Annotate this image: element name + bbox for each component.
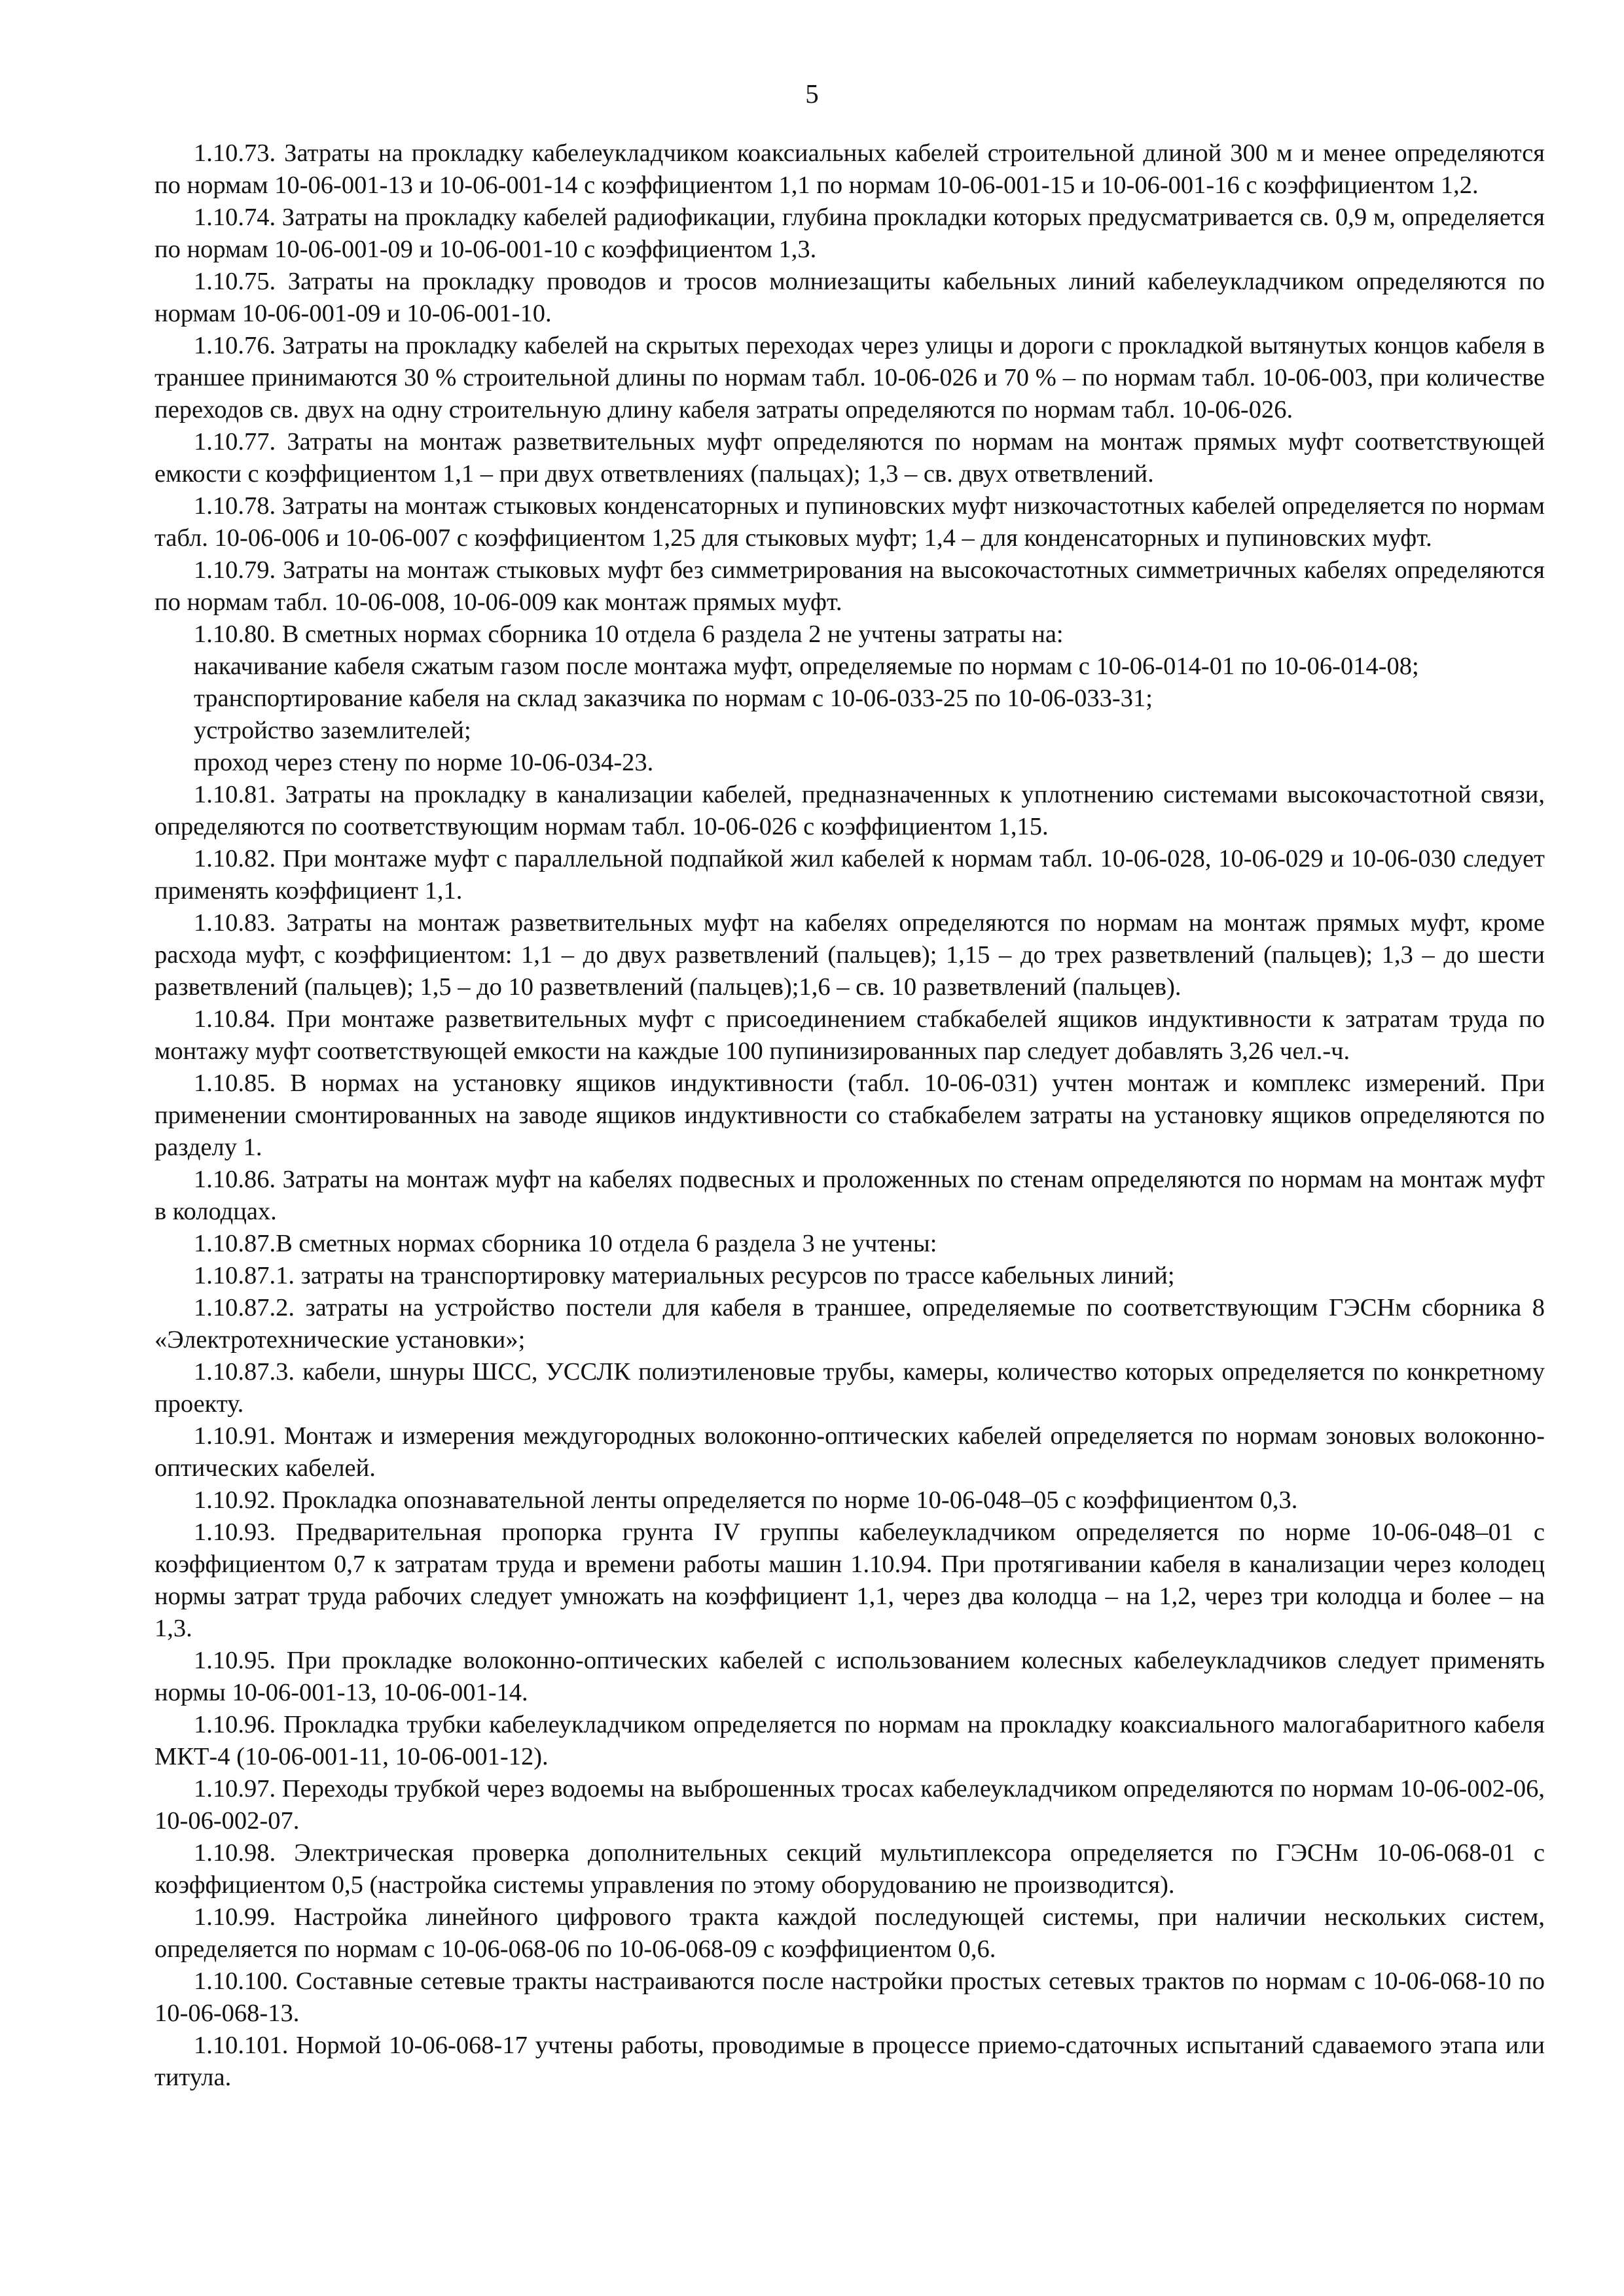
paragraph-1-10-86: 1.10.86. Затраты на монтаж муфт на кабелях подвесных и проложенных по стенам определяются по нормам на монтаж муфт в колодцах. [154, 1166, 1545, 1225]
paragraph-1-10-99: 1.10.99. Настройка линейного цифрового тракта каждой последующей системы, при наличии нескольких систем, определяется по нормам с 10-06-068-06 по 10-06-068-09 с коэффициентом 0,6. [154, 1903, 1545, 1963]
paragraph-1-10-97: 1.10.97. Переходы трубкой через водоемы на выброшенных тросах кабелеукладчиком определяются по нормам 10-06-002-06, 10-06-002-07. [154, 1775, 1545, 1835]
paragraph-1-10-77: 1.10.77. Затраты на монтаж разветвительных муфт определяются по нормам на монтаж прямых муфт соответствующей емкости с коэффициентом 1,1 – при двух ответвлениях (пальцах); 1,3 – св. двух ответвлений. [154, 428, 1545, 488]
paragraph-1-10-98: 1.10.98. Электрическая проверка дополнительных секций мультиплексора определяется по ГЭСНм 10-06-068-01 с коэффициентом 0,5 (настройка системы управления по этому оборудованию не производится). [154, 1839, 1545, 1899]
paragraph-1-10-75: 1.10.75. Затраты на прокладку проводов и тросов молниезащиты кабельных линий кабелеукладчиком определяются по нормам 10-06-001-09 и 10-06-001-10. [154, 268, 1545, 327]
list-item-cable-transport: транспортирование кабеля на склад заказчика по нормам с 10-06-033-25 по 10-06-033-31; [194, 685, 1153, 712]
paragraph-1-10-81: 1.10.81. Затраты на прокладку в канализации кабелей, предназначенных к уплотнению системами высокочастотной связи, определяются по соответствующим нормам табл. 10-06-026 с коэффициентом 1,15. [154, 781, 1545, 840]
paragraph-1-10-96: 1.10.96. Прокладка трубки кабелеукладчиком определяется по нормам на прокладку коаксиального малогабаритного кабеля МКТ-4 (10-06-001-11, 10-06-001-12). [154, 1711, 1545, 1770]
paragraph-1-10-95: 1.10.95. При прокладке волоконно-оптических кабелей с использованием колесных кабелеукладчиков следует применять нормы 10-06-001-13, 10-06-001-14. [154, 1647, 1545, 1706]
paragraph-1-10-100: 1.10.100. Составные сетевые тракты настраиваются после настройки простых сетевых трактов по нормам с 10-06-068-10 по 10-06-068-13. [154, 1967, 1545, 2027]
list-item-gas-pumping: накачивание кабеля сжатым газом после монтажа муфт, определяемые по нормам с 10-06-014-01 по 10-06-014-08; [194, 653, 1419, 680]
paragraph-1-10-73: 1.10.73. Затраты на прокладку кабелеукладчиком коаксиальных кабелей строительной длиной 300 м и менее определяются по нормам 10-06-001-13 и 10-06-001-14 с коэффициентом 1,1 по нормам 10-06-001-15 и 10-06-001-16 с коэффициентом 1,2. [154, 139, 1545, 199]
list-item-grounding: устройство заземлителей; [194, 717, 471, 744]
paragraph-1-10-92: 1.10.92. Прокладка опознавательной ленты определяется по норме 10-06-048–05 с коэффициентом 0,3. [194, 1486, 1298, 1514]
paragraph-1-10-82: 1.10.82. При монтаже муфт с параллельной подпайкой жил кабелей к нормам табл. 10-06-028, 10-06-029 и 10-06-030 следует применять коэффициент 1,1. [154, 845, 1545, 905]
paragraph-1-10-83: 1.10.83. Затраты на монтаж разветвительных муфт на кабелях определяются по нормам на монтаж прямых муфт, кроме расхода муфт, с коэффициентом: 1,1 – до двух разветвлений (пальцев); 1,15 – до трех разветвлений (пальцев); 1,3 – до шести разветвлений (пальцев); 1,5 – до 10 разветвлений (пальцев);1,6 – св. 10 разветвлений (пальцев). [154, 909, 1545, 1001]
paragraph-1-10-87-3: 1.10.87.3. кабели, шнуры ШСС, УССЛК полиэтиленовые трубы, камеры, количество которых определяется по конкретному проекту. [154, 1358, 1545, 1418]
paragraph-1-10-84: 1.10.84. При монтаже разветвительных муфт с присоединением стабкабелей ящиков индуктивности к затратам труда по монтажу муфт соответствующей емкости на каждые 100 пупинизированных пар следует добавлять 3,26 чел.-ч. [154, 1005, 1545, 1065]
list-item-wall-passage: проход через стену по норме 10-06-034-23. [194, 749, 654, 776]
paragraph-1-10-87: 1.10.87.В сметных нормах сборника 10 отдела 6 раздела 3 не учтены: [194, 1230, 937, 1257]
paragraph-1-10-87-2: 1.10.87.2. затраты на устройство постели для кабеля в траншее, определяемые по соответствующим ГЭСНм сборника 8 «Электротехнические установки»; [154, 1294, 1545, 1354]
paragraph-1-10-87-1: 1.10.87.1. затраты на транспортировку материальных ресурсов по трассе кабельных линий; [194, 1262, 1175, 1289]
paragraph-1-10-79: 1.10.79. Затраты на монтаж стыковых муфт без симметрирования на высокочастотных симметричных кабелях определяются по нормам табл. 10-06-008, 10-06-009 как монтаж прямых муфт. [154, 556, 1545, 616]
paragraph-1-10-76: 1.10.76. Затраты на прокладку кабелей на скрытых переходах через улицы и дороги с прокладкой вытянутых концов кабеля в траншее принимаются 30 % строительной длины по нормам табл. 10-06-026 и 70 % – по нормам табл. 10-06-003, при количестве переходов св. двух на одну строительную длину кабеля затраты определяются по нормам табл. 10-06-026. [154, 332, 1545, 423]
paragraph-1-10-80: 1.10.80. В сметных нормах сборника 10 отдела 6 раздела 2 не учтены затраты на: [194, 620, 1064, 648]
paragraph-1-10-85: 1.10.85. В нормах на установку ящиков индуктивности (табл. 10-06-031) учтен монтаж и комплекс измерений. При применении смонтированных на заводе ящиков индуктивности со стабкабелем затраты на установку ящиков определяются по разделу 1. [154, 1069, 1545, 1161]
document-body [154, 137, 1545, 2094]
paragraph-1-10-91: 1.10.91. Монтаж и измерения междугородных волоконно-оптических кабелей определяется по нормам зоновых волоконно-оптических кабелей. [154, 1422, 1545, 1482]
paragraph-1-10-101: 1.10.101. Нормой 10-06-068-17 учтены работы, проводимые в процессе приемо-сдаточных испытаний сдаваемого этапа или титула. [154, 2032, 1545, 2091]
paragraph-1-10-78: 1.10.78. Затраты на монтаж стыковых конденсаторных и пупиновских муфт низкочастотных кабелей определяется по нормам табл. 10-06-006 и 10-06-007 с коэффициентом 1,25 для стыковых муфт; 1,4 – для конденсаторных и пупиновских муфт. [154, 492, 1545, 552]
paragraph-1-10-74: 1.10.74. Затраты на прокладку кабелей радиофикации, глубина прокладки которых предусматривается св. 0,9 м, определяется по нормам 10-06-001-09 и 10-06-001-10 с коэффициентом 1,3. [154, 204, 1545, 263]
page-number: 5 [805, 79, 819, 109]
paragraph-1-10-93: 1.10.93. Предварительная пропорка грунта IV группы кабелеукладчиком определяется по норме 10-06-048–01 с коэффициентом 0,7 к затратам труда и времени работы машин 1.10.94. При протягивании кабеля в канализации через колодец нормы затрат труда рабочих следует умножать на коэффициент 1,1, через два колодца – на 1,2, через три колодца и более – на 1,3. [154, 1518, 1545, 1642]
